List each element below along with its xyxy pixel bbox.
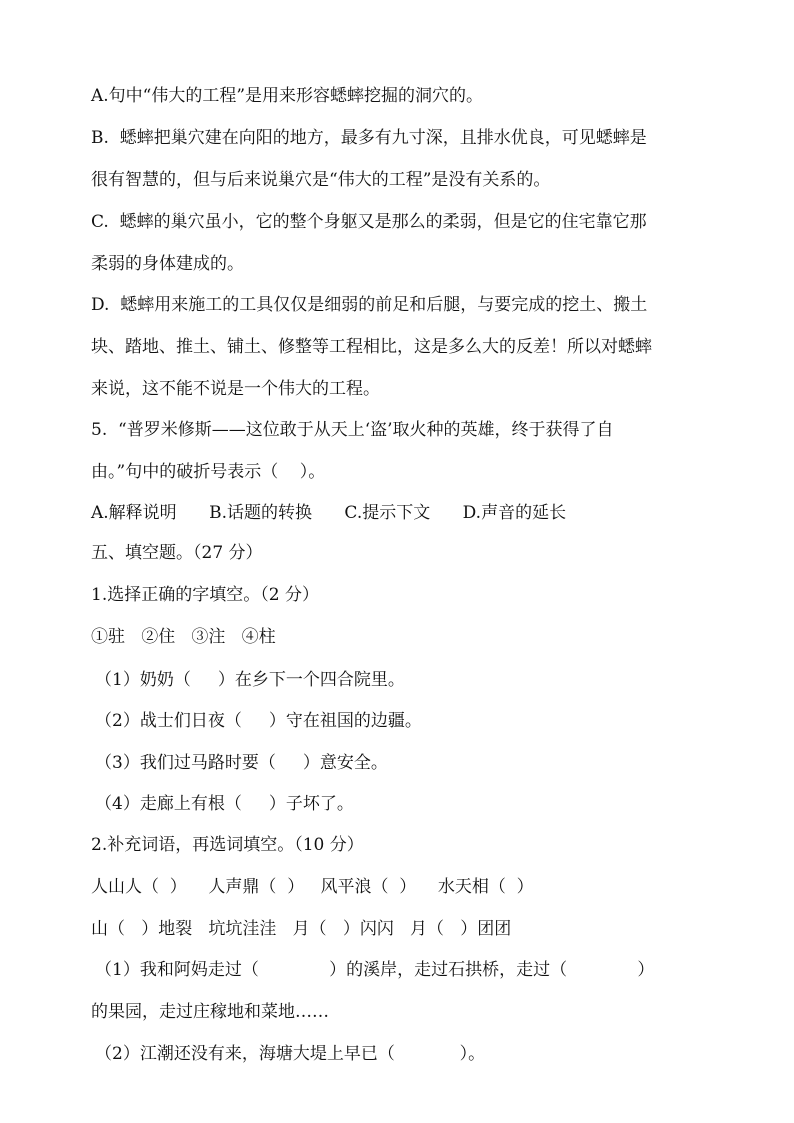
fill2-words-line2: 山（ ）地裂 坑坑洼洼 月（ ）闪闪 月（ ）团团: [91, 919, 512, 939]
fill2-title: 2.补充词语，再选词填空。（10 分）: [91, 835, 364, 855]
fill2-item1-line1: （1）我和阿妈走过（ ）的溪岸，走过石拱桥，走过（ ）: [95, 960, 655, 980]
q4-option-b-line1: B. 蟋蟀把巢穴建在向阳的地方，最多有九寸深，且排水优良，可见蟋蟀是: [91, 128, 647, 148]
q5-stem-line1: 5. “普罗米修斯——这位敢于从天上‘盗’取火种的英雄，终于获得了自: [91, 420, 614, 440]
q4-option-d-line2: 块、踏地、推土、铺土、修整等工程相比，这是多么大的反差！所以对蟋蟀: [91, 337, 652, 357]
fill1-title: 1.选择正确的字填空。（2 分）: [91, 585, 319, 605]
fill2-item2: （2）江潮还没有来，海塘大堤上早已（ ）。: [95, 1044, 486, 1064]
fill2-words-line1: 人山人（ ） 人声鼎（ ） 风平浪（ ） 水天相（ ）: [91, 877, 534, 897]
fill1-item4: （4）走廊上有根（ ）子坏了。: [95, 794, 354, 814]
fill1-choices: ①驻 ②住 ③注 ④柱: [91, 627, 276, 647]
q4-option-b-line2: 很有智慧的，但与后来说巢穴是“伟大的工程”是没有关系的。: [91, 170, 551, 190]
q4-option-c-line1: C. 蟋蟀的巢穴虽小，它的整个身躯又是那么的柔弱，但是它的住宅靠它那: [91, 212, 647, 232]
q4-option-d-line3: 来说，这不能不说是一个伟大的工程。: [91, 379, 380, 399]
fill1-item1: （1）奶奶（ ）在乡下一个四合院里。: [95, 670, 405, 690]
fill1-item2: （2）战士们日夜（ ）守在祖国的边疆。: [95, 711, 422, 731]
q5-options: A.解释说明 B.话题的转换 C.提示下文 D.声音的延长: [91, 503, 567, 523]
section-heading: 五、填空题。（27 分）: [91, 543, 263, 563]
q4-option-a: A.句中“伟大的工程”是用来形容蟋蟀挖掘的洞穴的。: [91, 86, 484, 106]
fill1-item3: （3）我们过马路时要（ ）意安全。: [95, 753, 388, 773]
fill2-item1-line2: 的果园，走过庄稼地和菜地……: [91, 1002, 329, 1022]
q4-option-d-line1: D. 蟋蟀用来施工的工具仅仅是细弱的前足和后腿，与要完成的挖土、搬土: [91, 295, 648, 315]
q5-stem-line2: 由。”句中的破折号表示（ ）。: [91, 462, 326, 482]
q4-option-c-line2: 柔弱的身体建成的。: [91, 254, 244, 274]
